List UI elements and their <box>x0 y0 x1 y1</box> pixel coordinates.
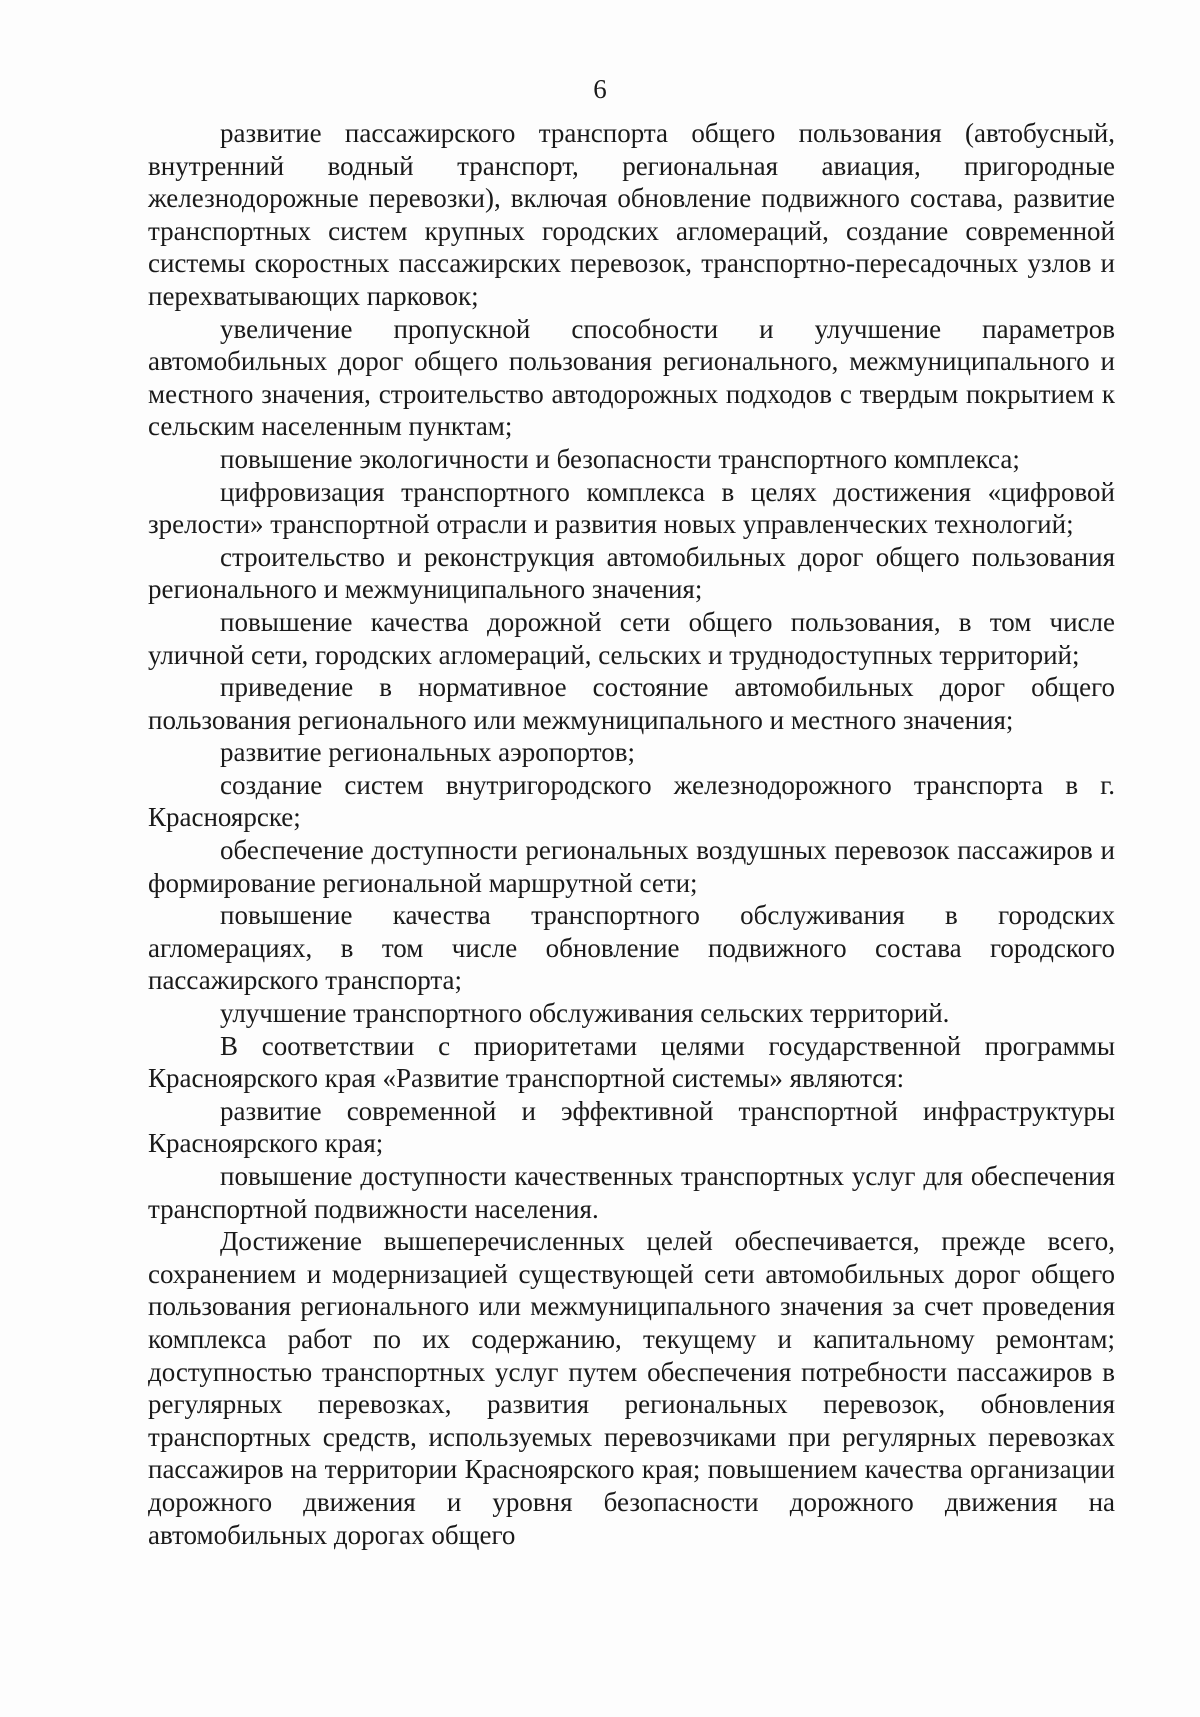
paragraph: развитие региональных аэропортов; <box>220 737 635 768</box>
page-number: 6 <box>593 74 607 104</box>
paragraph: создание систем внутригородского железнодорожного транспорта в г. Красноярске; <box>148 769 1115 833</box>
paragraph: строительство и реконструкция автомобильных дорог общего пользования регионального и межмуниципального значения; <box>148 541 1115 605</box>
paragraph: обеспечение доступности региональных воздушных перевозок пассажиров и формирование региональной маршрутной сети; <box>148 835 1115 898</box>
paragraph: увеличение пропускной способности и улучшение параметров автомобильных дорог общего пользования регионального, межмуниципального и местного значения, строительство автодорожных подходов с твердым покрытием к сельским населенным пунктам; <box>148 313 1115 442</box>
paragraph: повышение качества дорожной сети общего пользования, в том числе уличной сети, городских агломераций, сельских и труднодоступных территорий; <box>148 606 1115 670</box>
paragraph: улучшение транспортного обслуживания сельских территорий. <box>220 998 950 1029</box>
paragraph: приведение в нормативное состояние автомобильных дорог общего пользования регионального или межмуниципального и местного значения; <box>148 672 1115 735</box>
paragraph: В соответствии с приоритетами целями государственной программы Красноярского края «Развитие транспортной системы» являются: <box>148 1030 1115 1094</box>
paragraph: повышение доступности качественных транспортных услуг для обеспечения транспортной подвижности населения. <box>148 1161 1115 1224</box>
paragraph: повышение экологичности и безопасности транспортного комплекса; <box>220 443 1020 474</box>
paragraph: повышение качества транспортного обслуживания в городских агломерациях, в том числе обновление подвижного состава городского пассажирского транспорта; <box>148 900 1115 996</box>
paragraph: развитие современной и эффективной транспортной инфраструктуры Красноярского края; <box>148 1095 1115 1159</box>
paragraph: Достижение вышеперечисленных целей обеспечивается, прежде всего, сохранением и модернизацией существующей сети автомобильных дорог общего пользования регионального или межмуниципального значения за счет проведения комплекса работ по их содержанию, текущему и капитальному ремонтам; доступностью транспортных услуг путем обеспечения потребности пассажиров в регулярных перевозках, развития региональных перевозок, обновления транспортных средств, используемых перевозчиками при регулярных перевозках пассажиров на территории Красноярского края; повышением качества организации дорожного движения и уровня безопасности дорожного движения на автомобильных дорогах общего <box>148 1226 1115 1550</box>
paragraph: цифровизация транспортного комплекса в целях достижения «цифровой зрелости» транспортной отрасли и развития новых управленческих технологий; <box>148 476 1115 540</box>
paragraph: развитие пассажирского транспорта общего пользования (автобусный, внутренний водный транспорт, региональная авиация, пригородные железнодорожные перевозки), включая обновление подвижного состава, развитие транспортных систем крупных городских агломераций, создание современной системы скоростных пассажирских перевозок, транспортно-пересадочных узлов и перехватывающих парковок; <box>148 118 1115 311</box>
document-body <box>148 117 1115 1551</box>
